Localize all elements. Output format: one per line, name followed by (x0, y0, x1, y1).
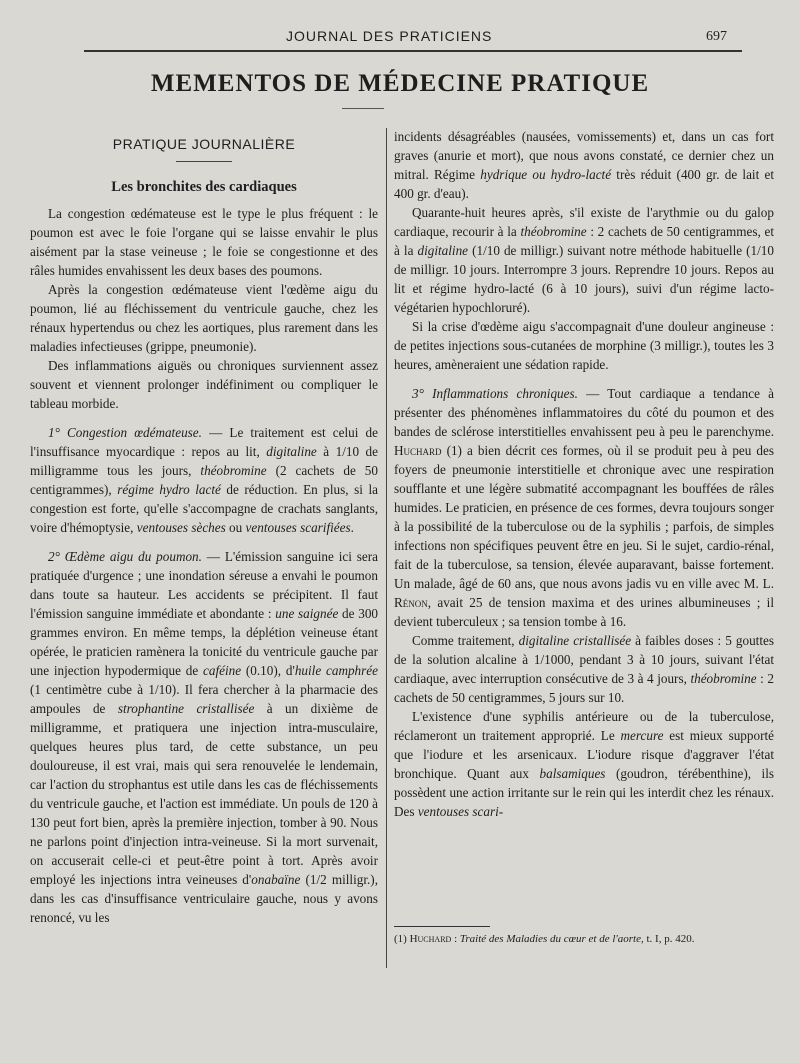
drug-name: théobromine (520, 224, 587, 239)
paragraph: Après la congestion œdémateuse vient l'œdème aigu du poumon, lié au fléchissement du ventricule gauche, chez les rénaux hypertendus ou chez les aortiques, plus rarement dans les maladies infectieuses (grippe, pneumonie). (30, 282, 378, 354)
paragraph-congestion (30, 423, 378, 537)
text-run: à un dixième de milligramme, et pratiquera une injection intra-musculaire, quelques heures plus tard, de cette substance, un peu douloureuse, il est vrai, mais qui sera renouvelée le lendemain, car l'action du strophantus est utile dans les cas de fléchissements du ventricule gauche, et l'action est immédiate. Un pouls de 120 à 130 peut fort bien, après la première injection, tomber à 90. Nous ne parlons point d'injection intra-veineuse. Si la mort survenait, on accuserait celle-ci et peut-être point à tort. Après avoir employé les injections intra veineuses d' (30, 701, 378, 887)
regime-name: régime hydro lacté (117, 482, 221, 497)
text-run: : (451, 933, 460, 945)
text-run: à faibles doses : 5 gouttes de la solution alcaline à 1/1000, pendant 3 à 10 jours, suivant l'état cardiaque, avec interruption consécutive de 3 à 4 jours, (394, 633, 775, 686)
footnote-marker: (1) (394, 933, 410, 945)
text-run: , t. I, p. 420. (640, 933, 695, 945)
text-run: est mieux supporté que l'iodure et les arsenicaux. L'iodure risque d'aggraver l'état bronchique. Quant aux (394, 728, 774, 781)
text-run: (1 centimètre cube à 1/10). Il fera chercher à la pharmacie des ampoules de (30, 682, 378, 716)
paragraph (394, 127, 774, 203)
paragraph-inflammations (394, 384, 774, 631)
text-run: , avait 25 de tension maxima et des urines albumineuses ; il devient tuberculeux ; sa tension tombe à 16. (394, 595, 774, 629)
title-rule (342, 108, 384, 109)
author-name: Rénon (394, 595, 428, 610)
left-column (30, 127, 378, 927)
running-head (0, 28, 800, 48)
drug-name: digitaline (417, 243, 469, 258)
text-run: (goudron, térébenthine), ils possèdent une action irritante sur le rein qui les interdit chez les rénaux. Des (394, 766, 775, 819)
text-run: (0.10), d' (241, 663, 295, 678)
section-rule (176, 161, 232, 162)
subsection-title: 3° Inflammations chroniques. (412, 386, 578, 401)
paragraph-oedeme (30, 547, 378, 927)
footnote (394, 932, 778, 946)
drug-name: huile camphrée (294, 663, 378, 678)
author-name: Huchard (394, 443, 442, 458)
paragraph (394, 631, 774, 707)
drug-name: théobromine (200, 463, 267, 478)
column-divider (386, 128, 387, 968)
section-heading: PRATIQUE JOURNALIÈRE (112, 136, 296, 152)
text-run: (1) a bien décrit ces formes, où il se produit peu à peu des foyers de pneumonie interstitielle et chronique avec une respiration soufflante et une légère submatité accompagnant les bouffées de râles humides. Le praticien, en présence de ces formes, devra toujours songer à la possibilité de la tuberculose ou de la syphilis ; parfois, de simples infections non spécifiques peuvent être en jeu. Si le sujet, cardio-rénal, fait de la tuberculose, sa tension, élevée auparavant, baisse fortement. Un malade, âgé de 60 ans, que nous avons jadis vu en ville avec M. L. (394, 443, 774, 591)
text-run: . (350, 520, 354, 535)
running-title: JOURNAL DES PRATICIENS (286, 28, 493, 44)
text-run: (2 cachets de 50 centigrammes), (30, 463, 378, 497)
header-rule (84, 50, 742, 52)
text-run: incidents désagréables (nausées, vomissements) et, dans un cas fort graves (anurie et mort), que nous avons constaté, ce dernier chez un mitral. Régime (394, 129, 774, 182)
treatment-name: ventouses scari- (417, 804, 504, 819)
drug-name: théobromine (690, 671, 757, 686)
text-run: (1/10 de milligr.) suivant notre méthode habituelle (1/10 de milligr. 10 jours. Interrompre 3 jours. Reprendre 10 jours. Repos au lit et régime hydro-lacté (6 à 10 jours), suivi d'un régime lacto-végétarien hypochloruré). (394, 243, 774, 315)
paragraph: Des inflammations aiguës ou chroniques surviennent assez souvent et viennent prolonger indéfiniment ou compliquer le tableau morbide. (30, 358, 378, 411)
drug-name: balsamiques (539, 766, 606, 781)
author-name: Huchard (409, 933, 452, 945)
drug-name: onabaïne (251, 872, 301, 887)
paragraph: La congestion œdémateuse est le type le plus fréquent : le poumon est avec le foie l'organe qui se laisse envahir le plus aisément par la stase veineuse ; le foie se congestionne et des râles humides envahissent les deux bases des poumons. (30, 206, 378, 278)
footnote-rule (394, 926, 490, 927)
book-title: Traité des Maladies du cœur et de l'aorte (459, 933, 641, 945)
main-title: MEMENTOS DE MÉDECINE PRATIQUE (150, 70, 650, 97)
page-number: 697 (706, 29, 727, 44)
text-run: très réduit (400 gr. de lait et 400 gr. d'eau). (394, 167, 774, 201)
text-run: — Tout cardiaque a tendance à présenter des phénomènes inflammatoires du côté du poumon et des bandes de sclérose interstitielles envahissent peu à peu le parenchyme. (394, 386, 774, 439)
drug-name: digitaline cristallisée (518, 633, 632, 648)
paragraph (394, 203, 774, 317)
paragraph (394, 707, 774, 821)
text-run: — Le traitement est celui de l'insuffisance myocardique : repos au lit, (30, 425, 378, 459)
text-run: Quarante-huit heures après, s'il existe de l'arythmie ou du galop cardiaque, recourir à la (394, 205, 774, 239)
drug-name: mercure (620, 728, 664, 743)
treatment-name: ventouses scarifiées (245, 520, 351, 535)
text-run: de 300 grammes environ. En même temps, la déplétion veineuse étant opérée, le praticien ramènera la tonicité du ventricule gauche par une injection hypodermique de (30, 606, 379, 678)
right-column (394, 127, 774, 821)
drug-name: caféine (203, 663, 242, 678)
drug-name: strophantine cristallisée (117, 701, 255, 716)
text-run: de réduction. En plus, si la congestion est forte, qu'elle s'accompagne de crachats sanglants, voire d'hémoptysie, (30, 482, 378, 535)
text-run: ou (225, 520, 246, 535)
text-run: : 2 cachets de 50 centigrammes, 5 jours sur 10. (394, 671, 774, 705)
subsection-title: 1° Congestion œdémateuse. (48, 425, 202, 440)
article-title: Les bronchites des cardiaques (111, 179, 297, 195)
subsection-title: 2° Œdème aigu du poumon. (48, 549, 202, 564)
text-run: — L'émission sanguine ici sera pratiquée d'urgence ; une inondation séreuse a envahi le poumon dans toute sa hauteur. Les accidents se précipitent. Il faut l'émission sanguine immédiate et abondante : (30, 549, 378, 621)
treatment-name: une saignée (275, 606, 339, 621)
treatment-name: ventouses sèches (136, 520, 226, 535)
drug-name: digitaline (266, 444, 317, 459)
text-run: : 2 cachets de 50 centigrammes, et à la (394, 224, 774, 258)
text-run: L'existence d'une syphilis antérieure ou de la tuberculose, réclameront un traitement approprié. Le (394, 709, 774, 743)
paragraph: Si la crise d'œdème aigu s'accompagnait d'une douleur angineuse : de petites injections sous-cutanées de morphine (3 milligr.), toutes les 3 heures, amèneraient une sédation rapide. (394, 319, 774, 372)
text-run: Comme traitement, (412, 633, 519, 648)
regime-name: hydrique ou hydro-lacté (480, 167, 612, 182)
text-run: (1/2 milligr.), dans les cas d'insuffisance ventriculaire gauche, nous y avons renoncé, vu les (30, 872, 378, 925)
text-run: à 1/10 de milligramme tous les jours, (30, 444, 378, 478)
